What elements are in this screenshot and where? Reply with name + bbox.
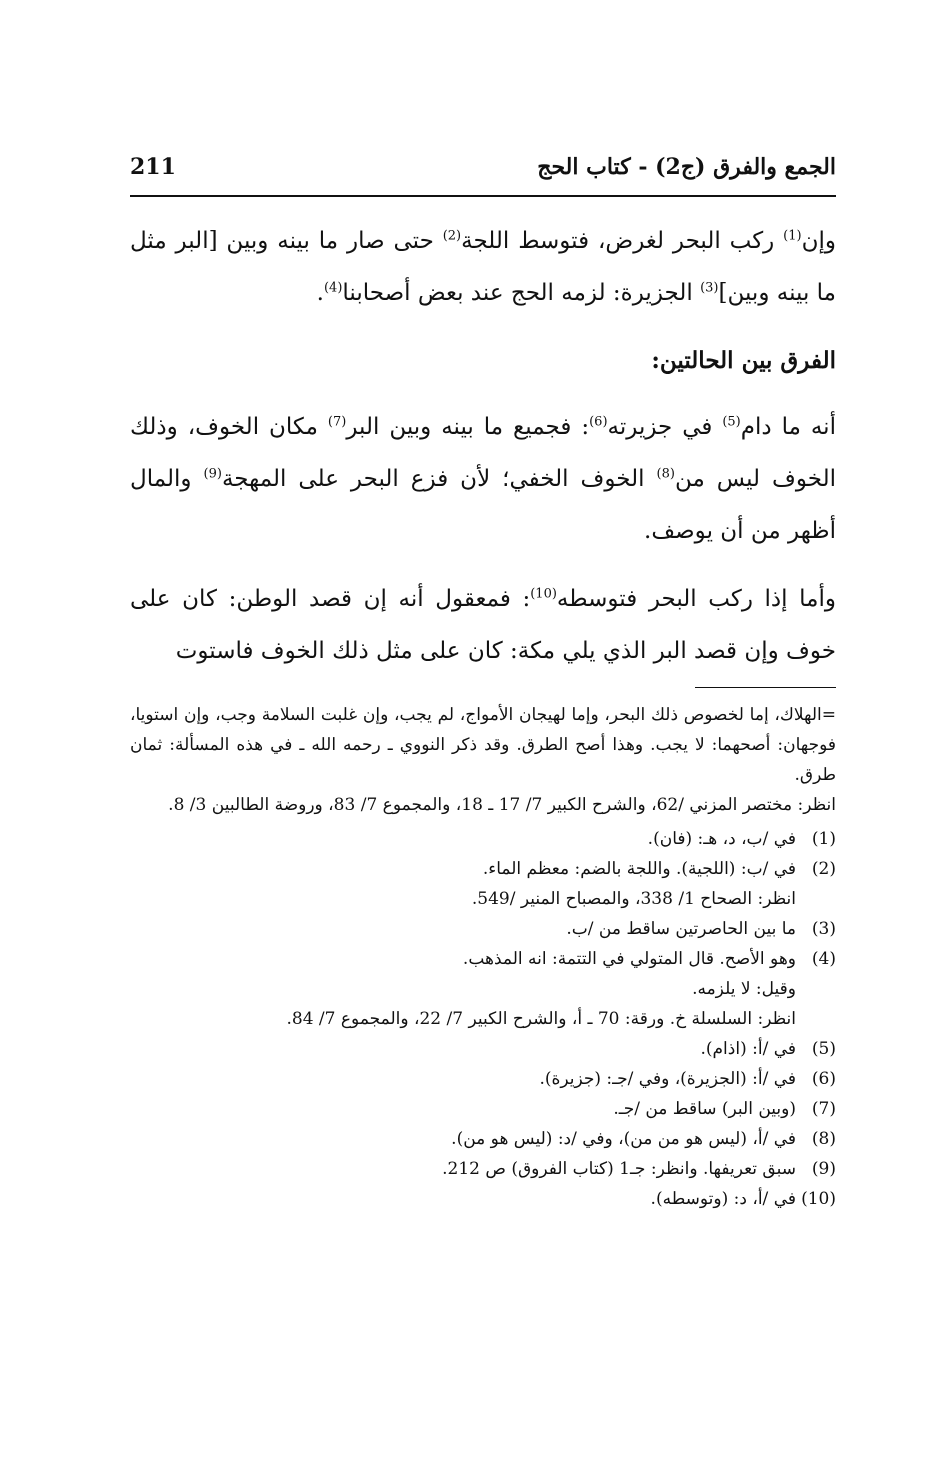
footnote-ref: (1) bbox=[783, 228, 802, 244]
footnotes bbox=[130, 700, 836, 1214]
footnote-text: (وبين البر) ساقط من /جـ. bbox=[613, 1099, 796, 1119]
footnote-number: (2) bbox=[811, 859, 836, 879]
main-text bbox=[130, 215, 836, 693]
footnote-number: (1) bbox=[811, 829, 836, 849]
page-number: 211 bbox=[130, 154, 176, 180]
footnote-text: وهو الأصح. قال المتولي في التتمة: انه المذهب. bbox=[462, 949, 796, 969]
footnote-1 bbox=[130, 824, 836, 854]
footnote-text: في /ب: (اللجية). واللجة بالضم: معظم الماء. bbox=[482, 859, 796, 879]
footnote-2 bbox=[130, 854, 836, 914]
footnote-number: (5) bbox=[811, 1039, 836, 1059]
continuation-text: =الهلاك، إما لخصوص ذلك البحر، وإما لهيجان الأمواج، لم يجب، وإن غلبت السلامة وجب، وإن استويا، فوجهان: أصحهما: لا يجب. وهذا أصح الطرق. وقد ذكر النووي ـ رحمه الله ـ في هذه المسألة: ثمان طرق. bbox=[130, 705, 836, 785]
footnote-ref: (2) bbox=[442, 228, 462, 244]
footnote-text: ما بين الحاصرتين ساقط من /ب. bbox=[566, 919, 796, 939]
footnote-ref: (7) bbox=[327, 414, 347, 430]
paragraph-1: وإن$^{(1)}$ ركب البحر لغرض، فتوسط اللجة$^{(2)}$ حتى صار ما بينه وبين [البر مثل ما بينه وبين]$^{(3)}$ الجزيرة: لزمه الحج عند بعض أصحابنا$^{(4)}$. bbox=[130, 228, 836, 306]
footnote-number: (4) bbox=[811, 949, 836, 969]
footnote-ref: (5) bbox=[722, 414, 741, 430]
footnote-number: (10) bbox=[801, 1189, 836, 1209]
footnote-number: (9) bbox=[811, 1159, 836, 1179]
footnote-6 bbox=[130, 1064, 836, 1094]
paragraph-2: أنه ما دام$^{(5)}$ في جزيرته$^{(6)}$: فجميع ما بينه وبين البر$^{(7)}$ مكان الخوف، وذلك الخوف ليس من$^{(8)}$ الخوف الخفي؛ لأن فزع البحر على المهجة$^{(9)}$ والمال أظهر من أن يوصف. bbox=[130, 414, 836, 544]
footnote-separator bbox=[695, 687, 836, 688]
footnote-ref: (9) bbox=[203, 466, 222, 482]
footnote-3 bbox=[130, 914, 836, 944]
footnote-text: في /أ: (اذام). bbox=[700, 1039, 796, 1059]
footnote-text: في /أ، د: (وتوسطه). bbox=[650, 1189, 796, 1209]
footnote-5 bbox=[130, 1034, 836, 1064]
footnote-7 bbox=[130, 1094, 836, 1124]
footnote-text: انظر: السلسلة خ. ورقة: 70 ـ أ، والشرح الكبير 7/ 22، والمجموع 7/ 84. bbox=[286, 1009, 796, 1029]
footnote-ref: (4) bbox=[323, 280, 343, 296]
footnote-text: سبق تعريفها. وانظر: جـ1 (كتاب الفروق) ص 212. bbox=[442, 1159, 796, 1179]
running-title: الجمع والفرق (ج2) - كتاب الحج bbox=[537, 154, 836, 180]
footnote-10 bbox=[130, 1184, 836, 1214]
running-header bbox=[130, 154, 836, 194]
footnote-number: (7) bbox=[811, 1099, 836, 1119]
footnote-9 bbox=[130, 1154, 836, 1184]
footnote-4 bbox=[130, 944, 836, 1034]
footnote-8 bbox=[130, 1124, 836, 1154]
continuation-text: انظر: مختصر المزني /62، والشرح الكبير 7/ 17 ـ 18، والمجموع 7/ 83، وروضة الطالبين 3/ 8. bbox=[168, 795, 836, 815]
footnote-number: (6) bbox=[811, 1069, 836, 1089]
footnote-text: في /أ: (الجزيرة)، وفي /جـ: (جزيرة). bbox=[539, 1069, 796, 1089]
footnote-text: في /ب، د، هـ: (فان). bbox=[647, 829, 796, 849]
footnote-text: انظر: الصحاح 1/ 338، والمصباح المنير /549. bbox=[471, 889, 796, 909]
footnote-continuation bbox=[130, 700, 836, 820]
footnote-ref: (6) bbox=[589, 414, 608, 430]
footnote-text: في /أ، (ليس هو من من)، وفي /د: (ليس هو من). bbox=[451, 1129, 796, 1149]
header-rule bbox=[130, 195, 836, 197]
footnote-number: (3) bbox=[811, 919, 836, 939]
footnote-text: وقيل: لا يلزمه. bbox=[692, 979, 796, 999]
paragraph-3: وأما إذا ركب البحر فتوسطه$^{(10)}$: فمعقول أنه إن قصد الوطن: كان على خوف وإن قصد البر الذي يلي مكة: كان على مثل ذلك الخوف فاستوت bbox=[130, 586, 836, 664]
footnote-number: (8) bbox=[811, 1129, 836, 1149]
section-heading: الفرق بين الحالتين: bbox=[651, 347, 836, 374]
footnote-ref: (10) bbox=[530, 586, 557, 602]
footnote-ref: (3) bbox=[700, 280, 719, 296]
footnote-ref: (8) bbox=[656, 466, 675, 482]
